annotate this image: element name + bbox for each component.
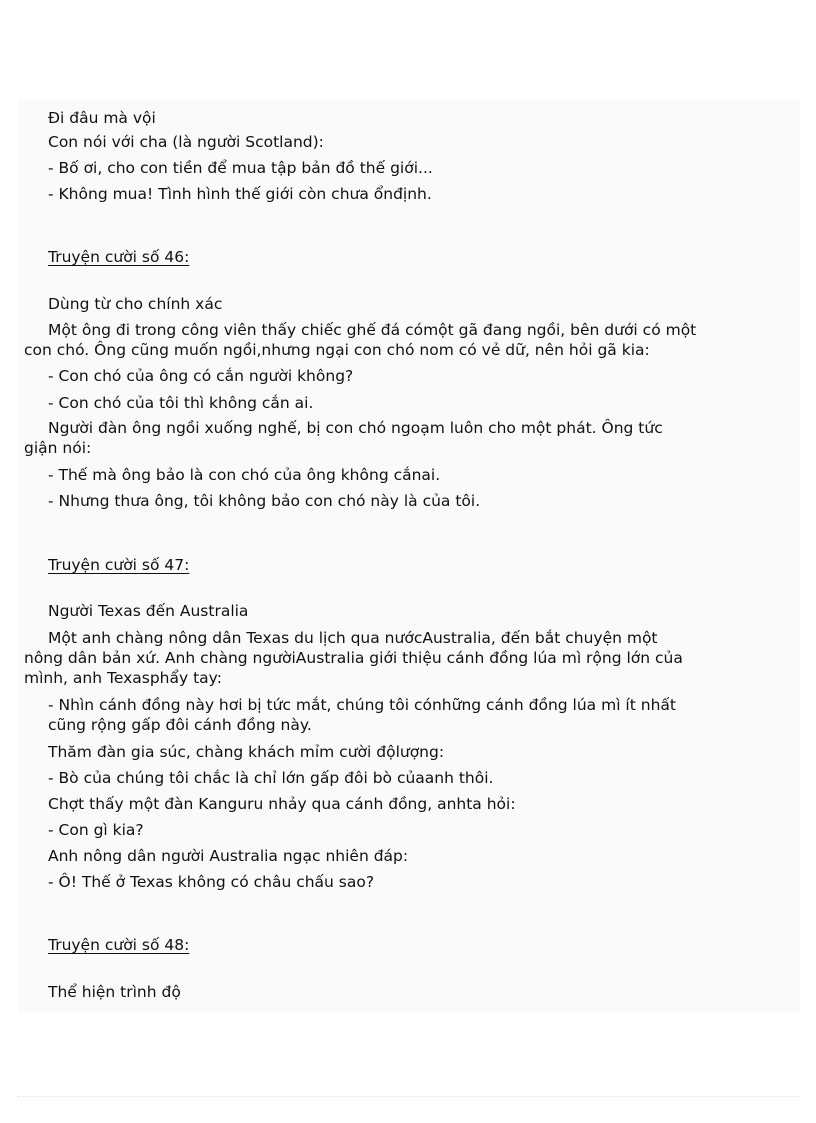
paragraph-line: mình, anh Texasphẩy tay:	[24, 669, 222, 687]
page-bottom-rule	[18, 1096, 800, 1097]
story-title-48: Thể hiện trình độ	[48, 983, 181, 1001]
dialogue-line: - Bố ơi, cho con tiền để mua tập bản đồ thế giới...	[48, 159, 433, 177]
paragraph-line: Anh nông dân người Australia ngạc nhiên đáp:	[48, 847, 409, 865]
dialogue-line: - Con chó của ông có cắn người không?	[48, 367, 354, 385]
story-heading-46: Truyện cười số 46:	[48, 248, 190, 266]
dialogue-line: - Nhưng thưa ông, tôi không bảo con chó này là của tôi.	[48, 492, 481, 510]
paragraph-line: Con nói với cha (là người Scotland):	[48, 133, 324, 151]
paragraph-line: Một ông đi trong công viên thấy chiếc ghế đá cómột gã đang ngồi, bên dưới có một	[48, 321, 697, 339]
dialogue-line: cũng rộng gấp đôi cánh đồng này.	[48, 716, 312, 734]
story-title-46: Dùng từ cho chính xác	[48, 295, 223, 313]
dialogue-line: - Bò của chúng tôi chắc là chỉ lớn gấp đôi bò củaanh thôi.	[48, 769, 494, 787]
dialogue-line: - Ô! Thế ở Texas không có châu chấu sao?	[48, 873, 375, 891]
paragraph-line: Một anh chàng nông dân Texas du lịch qua nướcAustralia, đến bắt chuyện một	[48, 629, 658, 647]
paragraph-line: giận nói:	[24, 439, 92, 457]
dialogue-line: - Thế mà ông bảo là con chó của ông không cắnai.	[48, 466, 441, 484]
story-heading-47: Truyện cười số 47:	[48, 556, 190, 574]
paragraph-line: Chợt thấy một đàn Kanguru nhảy qua cánh đồng, anhta hỏi:	[48, 795, 516, 813]
dialogue-line: - Không mua! Tình hình thế giới còn chưa ổnđịnh.	[48, 185, 432, 203]
dialogue-line: - Nhìn cánh đồng này hơi bị tức mắt, chúng tôi cónhững cánh đồng lúa mì ít nhất	[48, 696, 676, 714]
dialogue-line: - Con chó của tôi thì không cắn ai.	[48, 394, 314, 412]
paragraph-line: nông dân bản xứ. Anh chàng ngườiAustralia giới thiệu cánh đồng lúa mì rộng lớn của	[24, 649, 683, 667]
dialogue-line: - Con gì kia?	[48, 821, 144, 839]
story-heading-48: Truyện cười số 48:	[48, 936, 190, 954]
paragraph-line: Người đàn ông ngồi xuống nghế, bị con chó ngoạm luôn cho một phát. Ông tức	[48, 419, 663, 437]
paragraph-line: con chó. Ông cũng muốn ngồi,nhưng ngại con chó nom có vẻ dữ, nên hỏi gã kia:	[24, 341, 650, 359]
paragraph-line: Thăm đàn gia súc, chàng khách mỉm cười độlượng:	[48, 743, 445, 761]
story-title-intro: Đi đâu mà vội	[48, 109, 156, 127]
story-title-47: Người Texas đến Australia	[48, 602, 249, 620]
